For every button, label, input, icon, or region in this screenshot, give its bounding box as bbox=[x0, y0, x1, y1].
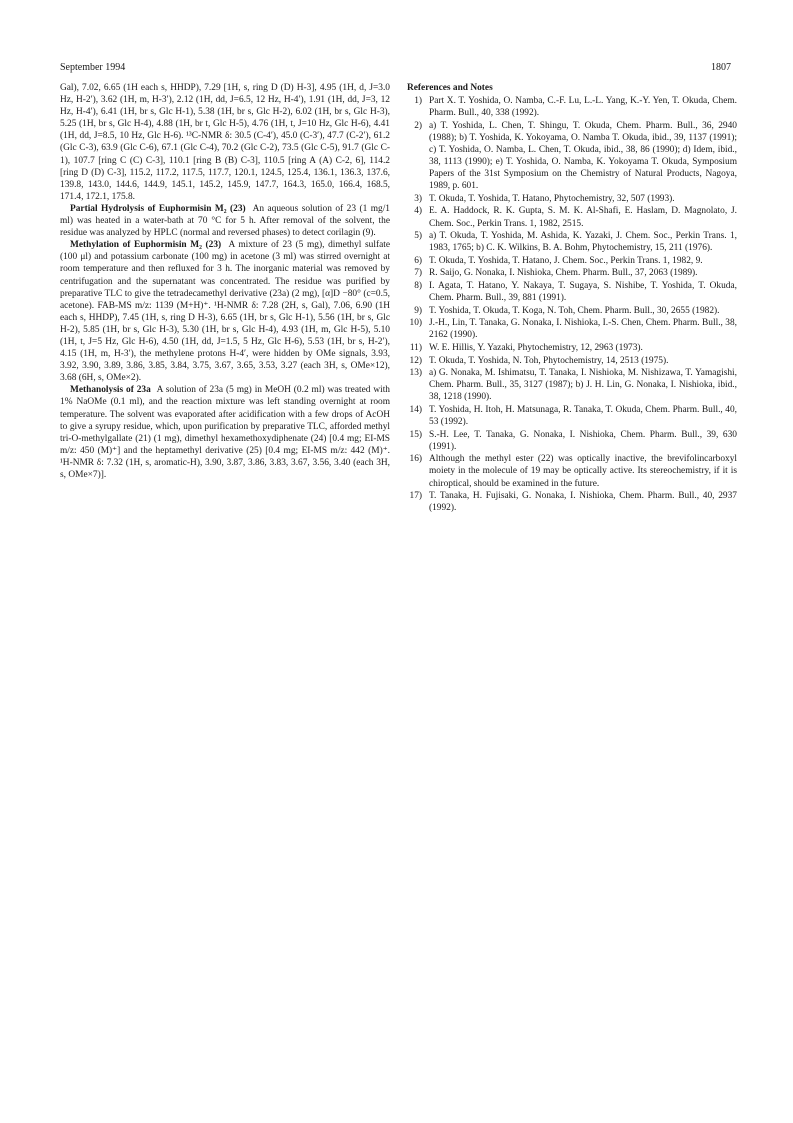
reference-item: 9) T. Yoshida, T. Okuda, T. Koga, N. Toh, Chem. Pharm. Bull., 30, 2655 (1982). bbox=[414, 305, 720, 316]
references-list bbox=[407, 95, 737, 514]
reference-item: 11) W. E. Hillis, Y. Yazaki, Phytochemistry, 12, 2963 (1973). bbox=[409, 342, 643, 353]
reference-item: 3) T. Okuda, T. Yoshida, T. Hatano, Phytochemistry, 32, 507 (1993). bbox=[414, 193, 675, 204]
methylation-section bbox=[60, 239, 390, 384]
reference-item: 15) S.-H. Lee, T. Tanaka, G. Nonaka, I. Nishioka, Chem. Pharm. Bull., 39, 630 (1991). bbox=[409, 429, 737, 452]
reference-item: 8) I. Agata, T. Hatano, Y. Nakaya, T. Sugaya, S. Nishibe, T. Yoshida, T. Okuda, Chem. Pharm. Bull., 39, 881 (1991). bbox=[414, 281, 737, 304]
reference-item: 14) T. Yoshida, H. Itoh, H. Matsunaga, R. Tanaka, T. Okuda, Chem. Pharm. Bull., 40, 53 (1992). bbox=[409, 404, 737, 428]
reference-item: 7) R. Saijo, G. Nonaka, I. Nishioka, Chem. Pharm. Bull., 37, 2063 (1989). bbox=[414, 268, 698, 279]
partial-hydrolysis-heading: Partial Hydrolysis of Euphormisin M₂ (23) bbox=[70, 203, 246, 214]
reference-item: 4) E. A. Haddock, R. K. Gupta, S. M. K. Al-Shafi, E. Haslam, D. Magnolato, J. Chem. Soc., Perkin Trans. 1, 1982, 2515. bbox=[414, 206, 737, 229]
reference-item: 1) Part X. T. Yoshida, O. Namba, C.-F. Lu, L.-L. Yang, K.-Y. Yen, T. Okuda, Chem. Pharm. Bull., 40, 338 (1992). bbox=[414, 96, 737, 119]
page-header bbox=[60, 62, 731, 78]
left-column bbox=[60, 82, 390, 481]
methanolysis-section bbox=[60, 384, 390, 481]
methanolysis-heading: Methanolysis of 23a bbox=[70, 385, 151, 396]
reference-item: 12) T. Okuda, T. Yoshida, N. Toh, Phytochemistry, 14, 2513 (1975). bbox=[409, 355, 669, 366]
methanolysis-text: A solution of 23a (5 mg) in MeOH (0.2 ml) was treated with 1% NaOMe (0.1 ml), and the reaction mixture was left standing overnight at room temperature. The solvent was evaporated after acidification with a few drops of AcOH to give a syrupy residue, which, upon purification by preparative TLC, afforded methyl tri-O-methylgallate (21) (1 mg), dimethyl hexamethoxydiphenate (24) [0.4 mg; EI-MS m/z: 450 (M)⁺] and the heptamethyl derivative (25) [0.4 mg; EI-MS m/z: 442 (M)⁺. ¹H-NMR δ: 7.32 (1H, s, aromatic-H), 3.90, 3.87, 3.86, 3.83, 3.67, 3.56, 3.40 (each 3H, s, OMe×7)]. bbox=[60, 385, 390, 480]
methylation-heading: Methylation of Euphormisin M₂ (23) bbox=[70, 240, 222, 251]
references-title: References and Notes bbox=[407, 83, 493, 93]
reference-item: 16) Although the methyl ester (22) was optically inactive, the brevifolincarboxyl moiety in the molecule of 19 may be optically active. Its stereochemistry, if it is chiroptical, should be examined in the future. bbox=[409, 454, 737, 489]
issue-date: September 1994 bbox=[60, 62, 126, 73]
page-number: 1807 bbox=[711, 62, 731, 73]
partial-hydrolysis-section bbox=[60, 203, 390, 239]
reference-item: 2) a) T. Yoshida, L. Chen, T. Shingu, T. Okuda, Chem. Pharm. Bull., 36, 2940 (1988); b) T. Yoshida, K. Yokoyama, O. Namba T. Okuda, ibid., 39, 1137 (1991); c) T. Yoshida, O. Namba, L. Chen, T. Okuda, ibid., 38, 86 (1990); d) Idem, ibid., 38, 1113 (1990); e) T. Yoshida, O. Namba, K. Yokoyama T. Okuda, Symposium Papers of the 31st Symposium on the Chemistry of Natural Products, Nagoya, 1989, p. 601. bbox=[414, 120, 737, 192]
references-column bbox=[407, 82, 737, 515]
methylation-text: A mixture of 23 (5 mg), dimethyl sulfate (100 μl) and potassium carbonate (100 mg) in acetone (3 ml) was stirred overnight at room temperature and then refluxed for 3 h. The inorganic material was removed by centrifugation and the supernatant was concentrated. The residue was purified by preparative TLC to give the tetradecamethyl derivative (23a) (2 mg), [α]D −80° (c=0.5, acetone). FAB-MS m/z: 1139 (M+H)⁺. ¹H-NMR δ: 7.28 (2H, s, Gal), 7.06, 6.90 (1H each s, HHDP), 7.45 (1H, s, ring D H-3), 6.65 (1H, br s, Glc H-1), 5.56 (1H, br s, Glc H-2), 5.85 (1H, br s, Glc H-3), 5.30 (1H, br s, Glc H-4), 4.93 (1H, m, Glc H-5), 5.10 (1H, t, J=5 Hz, Glc H-6), 4.50 (1H, dd, J=1.5, 5 Hz, Glc H-6), 5.53 (1H, br s, H-2′), 4.15 (1H, m, H-3′), the methylene protons H-4′, were hidden by OMe signals, 3.93, 3.92, 3.90, 3.89, 3.86, 3.85, 3.84, 3.75, 3.67, 3.65, 3.53, 3.27 (each 3H, s, OMe×12), 3.68 (6H, s, OMe×2). bbox=[60, 240, 391, 384]
reference-item: 5) a) T. Okuda, T. Yoshida, M. Ashida, K. Yazaki, J. Chem. Soc., Perkin Trans. 1, 1983, 1765; b) C. K. Wilkins, B. A. Bohm, Phytochemistry, 15, 211 (1976). bbox=[414, 231, 737, 254]
reference-item: 13) a) G. Nonaka, M. Ishimatsu, T. Tanaka, I. Nishioka, M. Nishizawa, T. Yamagishi, Chem. Pharm. Bull., 35, 3127 (1987); b) J. H. Lin, G. Nonaka, I. Nishioka, ibid., 38, 1218 (1990). bbox=[409, 368, 737, 403]
reference-item: 10) J.-H., Lin, T. Tanaka, G. Nonaka, I. Nishioka, I.-S. Chen, Chem. Pharm. Bull., 38, 2162 (1990). bbox=[409, 318, 737, 341]
nmr-data-paragraph: Gal), 7.02, 6.65 (1H each s, HHDP), 7.29 [1H, s, ring D (D) H-3], 4.95 (1H, d, J=3.0 Hz, H-2′), 3.62 (1H, m, H-3′), 2.12 (1H, dd, J=6.5, 12 Hz, H-4′), 1.91 (1H, dd, J=3, 12 Hz, H-4′), 6.41 (1H, br s, Glc H-1), 5.38 (1H, br s, Glc H-2), 6.02 (1H, br s, Glc H-3), 5.25 (1H, br s, Glc H-4), 4.88 (1H, br t, Glc H-5), 4.76 (1H, t, J=10 Hz, Glc H-6), 4.41 (1H, dd, J=8.5, 10 Hz, Glc H-6). ¹³C-NMR δ: 30.5 (C-4′), 45.0 (C-3′), 47.7 (C-2′), 61.2 (Glc C-3), 63.9 (Glc C-6), 67.1 (Glc C-4), 70.2 (Glc C-2), 73.5 (Glc C-5), 91.7 (Glc C-1), 107.7 [ring C (C) C-3], 110.1 [ring B (B) C-3], 110.5 [ring A (A) C-2, 6], 114.2 [ring D (D) C-3], 115.2, 117.2, 117.5, 117.7, 120.1, 124.5, 125.4, 136.1, 136.3, 137.6, 139.8, 143.0, 144.6, 144.9, 145.1, 145.2, 145.9, 147.7, 164.3, 165.0, 166.4, 168.5, 171.4, 172.1, 175.8. bbox=[60, 83, 390, 202]
reference-item: 17) T. Tanaka, H. Fujisaki, G. Nonaka, I. Nishioka, Chem. Pharm. Bull., 40, 2937 (1992). bbox=[409, 491, 737, 514]
partial-hydrolysis-text: An aqueous solution of 23 (1 mg/1 ml) was heated in a water-bath at 70 °C for 5 h. After removal of the solvent, the residue was analyzed by HPLC (normal and reversed phases) to detect corilagin (9). bbox=[60, 203, 390, 239]
reference-item: 6) T. Okuda, T. Yoshida, T. Hatano, J. Chem. Soc., Perkin Trans. 1, 1982, 9. bbox=[414, 255, 703, 266]
